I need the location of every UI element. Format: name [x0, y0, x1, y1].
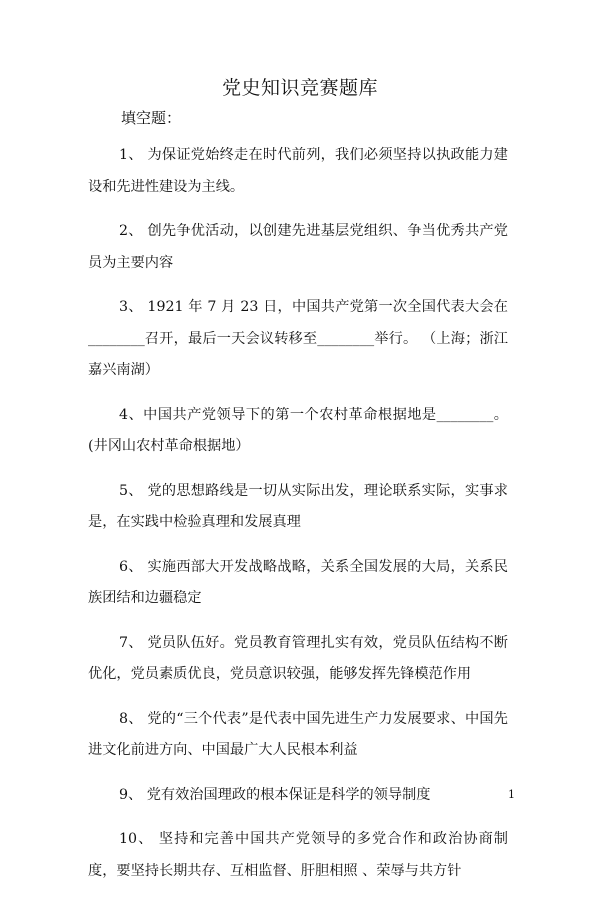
page-number: 1 — [508, 788, 515, 801]
section-label-fill-in-blank: 填空题： — [121, 109, 182, 127]
question-item: 3、 1921 年 7 月 23 日，中国共产党第一次全国代表大会在________召开，最后一天会议转移至________举行。 （上海；浙江嘉兴南湖） — [88, 299, 508, 378]
question-item: 4、中国共产党领导下的第一个农村革命根据地是________。(井冈山农村革命根据地） — [88, 406, 508, 454]
question-list — [88, 140, 508, 900]
question-item: 5、 党的思想路线是一切从实际出发，理论联系实际，实事求是，在实践中检验真理和发展真理 — [88, 482, 508, 530]
question-item: 6、 实施西部大开发战略战略，关系全国发展的大局，关系民族团结和边疆稳定 — [88, 558, 508, 606]
question-item: 2、 创先争优活动，以创建先进基层党组织、争当优秀共产党员为主要内容 — [88, 223, 508, 271]
question-item: 1、 为保证党始终走在时代前列，我们必须坚持以执政能力建设和先进性建设为主线。 — [88, 147, 508, 195]
question-item: 9、 党有效治国理政的根本保证是科学的领导制度 — [119, 786, 431, 803]
question-item: 8、 党的“三个代表”是代表中国先进生产力发展要求、中国先进文化前进方向、中国最广大人民根本利益 — [88, 710, 508, 758]
question-item: 10、 坚持和完善中国共产党领导的多党合作和政治协商制度，要坚持长期共存、互相监督、肝胆相照 、荣辱与共方针 — [88, 831, 508, 879]
document-title: 党史知识竞赛题库 — [221, 77, 378, 99]
question-item: 7、 党员队伍好。党员教育管理扎实有效，党员队伍结构不断优化，党员素质优良，党员意识较强，能够发挥先锋模范作用 — [88, 634, 508, 682]
